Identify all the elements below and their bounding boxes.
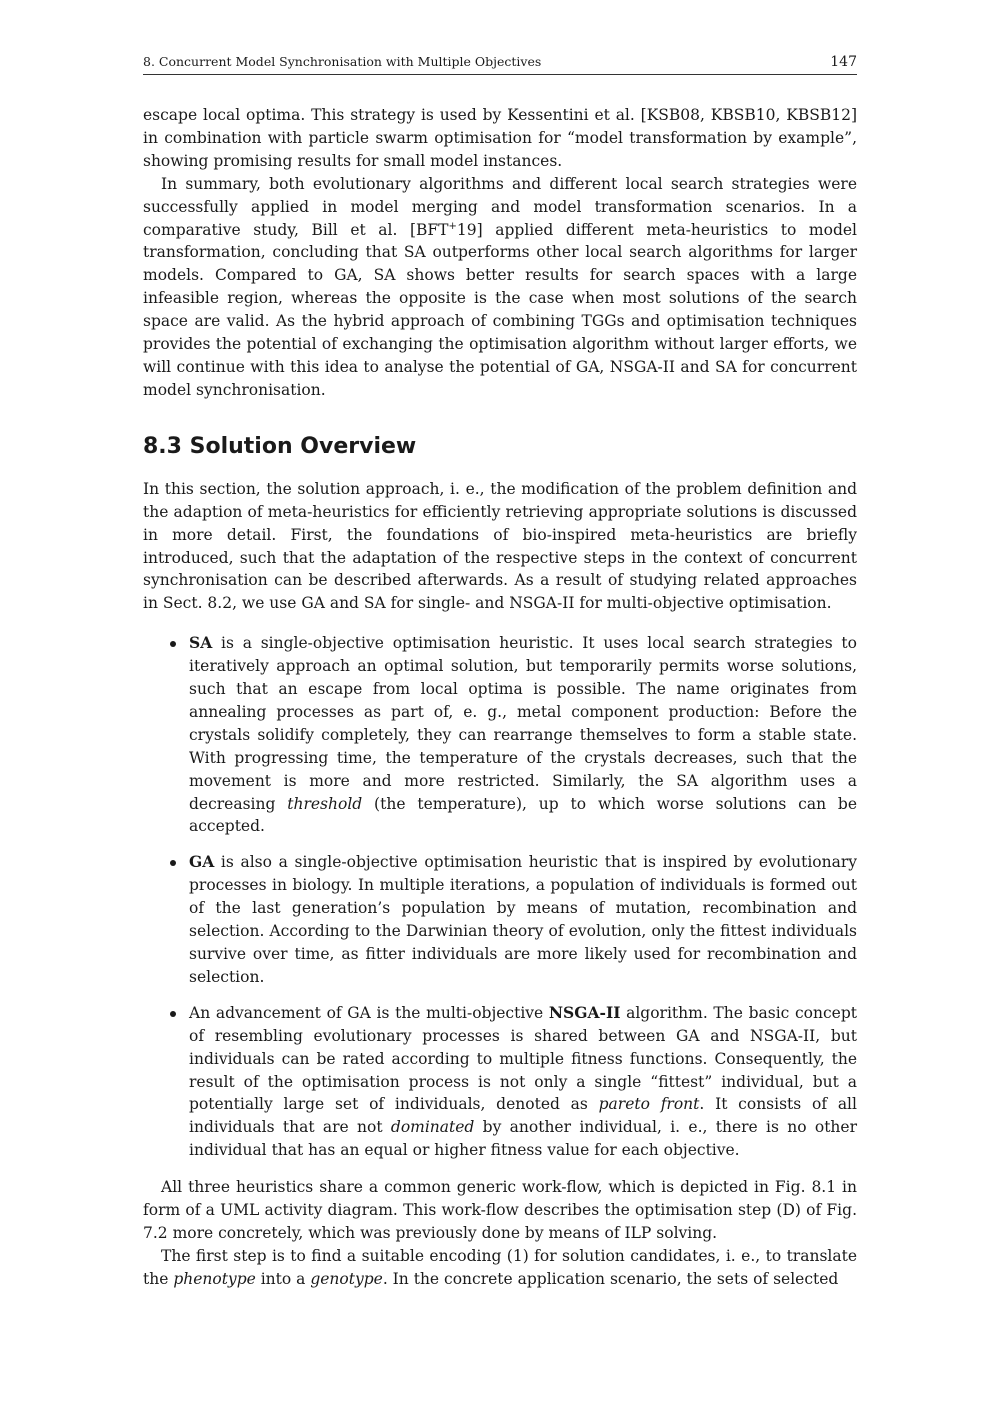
paragraph-2	[143, 173, 857, 402]
term-ga: GA	[189, 852, 215, 872]
citation-superscript: +	[448, 220, 457, 232]
ga-text: is also a single-objective optimisation heuristic that is inspired by evolutionary processes in biology. In multiple iterations, a population of individuals is formed out of the last generation’s population by means of mutation, recombination and selection. According to the Darwinian theory of evolution, only the fittest individuals survive over time, as fitter individuals are more likely used for recombination and selection.	[189, 853, 857, 986]
term-sa: SA	[189, 633, 213, 653]
emphasis-genotype: genotype	[310, 1269, 383, 1288]
bullet-icon	[170, 1011, 176, 1017]
sa-text-a: is a single-objective optimisation heuristic. It uses local search strategies to iteratively approach an optimal solution, but temporarily permits worse solutions, such that an escape from local optima is possible. The name originates from annealing processes as part of, e. g., metal component production: Before the crystals solidify completely, they can rearrange themselves to form a stable state. With progressing time, the temperature of the crystals decreases, such that the movement is more and more restricted. Similarly, the SA algorithm uses a decreasing	[189, 634, 857, 813]
heuristics-list	[143, 632, 857, 1162]
sa-text-b: (the temperature), up to which worse solutions can be accepted.	[189, 794, 857, 836]
nsga-text-b: algorithm. The basic concept of resembling evolutionary processes is shared between GA and NSGA-II, but individuals can be rated according to multiple fitness functions. Consequently, the result of the optimisation process is not only a single “fittest” individual, but a potentially large set of individuals, denoted as	[189, 1003, 857, 1114]
emphasis-pareto-front: pareto front	[598, 1095, 700, 1114]
page-number: 147	[830, 54, 857, 70]
bullet-icon	[170, 641, 176, 647]
chapter-title: 8. Concurrent Model Synchronisation with Multiple Objectives	[143, 54, 542, 69]
emphasis-threshold: threshold	[287, 794, 363, 813]
paragraph-3: In this section, the solution approach, i. e., the modification of the problem definition and the adaption of meta-heuristics for efficiently retrieving appropriate solutions is discussed in more detail. First, the foundations of bio-inspired meta-heuristics are briefly introduced, such that the adaptation of the respective steps in the context of concurrent synchronisation can be described afterwards. As a result of studying related approaches in Sect. 8.2, we use GA and SA for single- and NSGA-II for multi-objective optimisation.	[143, 479, 857, 613]
paragraph-5	[143, 1245, 857, 1291]
page	[143, 52, 857, 1291]
term-nsga: NSGA-II	[548, 1002, 621, 1022]
list-item-ga	[143, 851, 857, 988]
paragraph-5-text-a: The first step is to find a suitable encoding (1) for solution candidates, i. e., to translate the	[143, 1246, 857, 1288]
paragraph-4: All three heuristics share a common generic work-flow, which is depicted in Fig. 8.1 in form of a UML activity diagram. This work-flow describes the optimisation step (D) of Fig. 7.2 more concretely, which was previously done by means of ILP solving.	[143, 1178, 857, 1242]
section-heading: 8.3 Solution Overview	[143, 433, 417, 459]
running-header	[143, 52, 857, 75]
paragraph-2-text-b: 19] applied different meta-heuristics to model transformation, concluding that SA outperforms other local search algorithms for larger models. Compared to GA, SA shows better results for search spaces with a large infeasible region, whereas the opposite is the case when most solutions of the search space are valid. As the hybrid approach of combining TGGs and optimisation techniques provides the potential of exchanging the optimisation algorithm without larger efforts, we will continue with this idea to analyse the potential of GA, NSGA-II and SA for concurrent model synchronisation.	[143, 220, 857, 399]
list-item-nsga	[143, 1002, 857, 1162]
emphasis-phenotype: phenotype	[173, 1269, 256, 1288]
nsga-text-c: . It consists of all individuals that are not	[189, 1095, 857, 1137]
list-item-nsga-text	[189, 1002, 857, 1162]
paragraph-5-text-b: into a	[255, 1269, 311, 1288]
list-item-sa-text	[189, 632, 857, 838]
paragraph-1: escape local optima. This strategy is used by Kessentini et al. [KSB08, KBSB10, KBSB12] in combination with particle swarm optimisation for “model transformation by example”, showing promising results for small model instances.	[143, 106, 857, 170]
paragraph-5-text-c: . In the concrete application scenario, the sets of selected	[382, 1269, 839, 1288]
nsga-text-a: An advancement of GA is the multi-objective	[189, 1003, 549, 1022]
list-item-sa	[143, 632, 857, 838]
bullet-icon	[170, 860, 176, 866]
emphasis-dominated: dominated	[390, 1118, 475, 1137]
paragraph-2-text-a: In summary, both evolutionary algorithms and different local search strategies were successfully applied in model merging and model transformation scenarios. In a comparative study, Bill et al. [BFT	[143, 174, 857, 239]
nsga-text-d: by another individual, i. e., there is no other individual that has an equal or higher fitness value for each objective.	[189, 1118, 857, 1160]
list-item-ga-text	[189, 851, 857, 988]
